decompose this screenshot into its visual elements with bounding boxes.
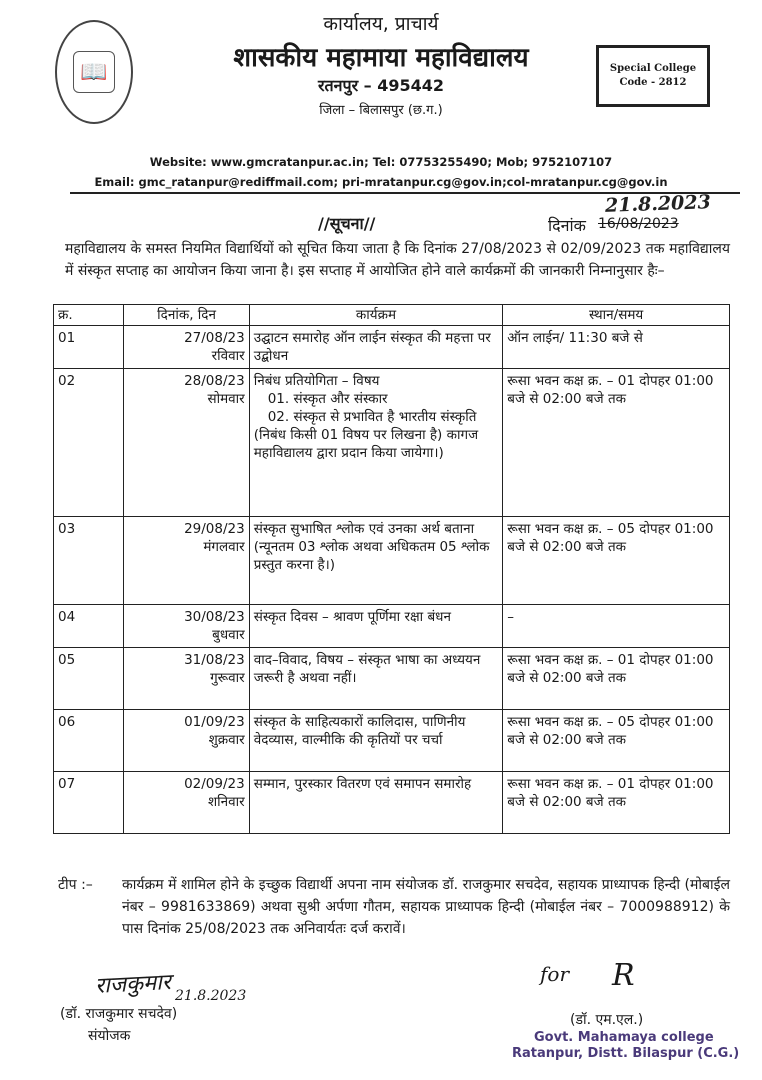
program-line: (न्यूनतम 03 श्लोक अथवा अधिकतम 05 श्लोक प्रस्तुत करना है।) (253, 539, 490, 573)
date-value: 30/08/23 (184, 609, 245, 625)
principal-signature: R (612, 958, 635, 993)
row-program (249, 369, 503, 517)
row-date (124, 326, 249, 369)
program-line: निबंध प्रतियोगिता – विषय (253, 373, 380, 389)
row-program: वाद–विवाद, विषय – संस्कृत भाषा का अध्ययन जरूरी है अथवा नहीं। (249, 648, 503, 710)
row-program (249, 517, 503, 605)
table-row (54, 648, 730, 710)
notice-title: //सूचना// (318, 214, 376, 233)
row-no: 04 (54, 605, 124, 648)
day-value: शुक्रवार (208, 732, 245, 748)
principal-name: (डॉ. एम.एल.) (570, 1012, 644, 1028)
college-stamp-line2: Ratanpur, Distt. Bilaspur (C.G.) (512, 1046, 740, 1061)
header-program: कार्यक्रम (249, 305, 503, 326)
note-section (58, 874, 730, 940)
row-program: सम्मान, पुरस्कार वितरण एवं समापन समारोह (249, 772, 503, 834)
row-venue: रूसा भवन कक्ष क्र. – 01 दोपहर 01:00 बजे से 02:00 बजे तक (503, 772, 730, 834)
table-row (54, 710, 730, 772)
day-value: रविवार (211, 348, 245, 364)
date-value: 31/08/23 (184, 652, 245, 668)
special-college-code: Code - 2812 (619, 77, 687, 88)
district-line: जिला – बिलासपुर (छ.ग.) (319, 103, 443, 118)
row-no: 05 (54, 648, 124, 710)
program-line: 01. संस्कृत और संस्कार (267, 391, 388, 407)
row-date (124, 369, 249, 517)
day-value: बुधवार (212, 627, 245, 643)
row-date (124, 710, 249, 772)
row-no: 01 (54, 326, 124, 369)
row-date (124, 517, 249, 605)
row-program: संस्कृत दिवस – श्रावण पूर्णिमा रक्षा बंधन (249, 605, 503, 648)
date-value: 01/09/23 (184, 714, 245, 730)
row-no: 07 (54, 772, 124, 834)
row-no: 06 (54, 710, 124, 772)
date-handwritten: 21.8.2023 (604, 191, 712, 217)
special-college-label: Special College (609, 63, 697, 74)
convener-signature: राजकुमार (94, 970, 172, 999)
row-venue: रूसा भवन कक्ष क्र. – 05 दोपहर 01:00 बजे से 02:00 बजे तक (503, 710, 730, 772)
date-struck: 16/08/2023 (598, 216, 679, 232)
table-row (54, 605, 730, 648)
header-no: क्र. (54, 305, 124, 326)
city-line: रतनपुर – 495442 (317, 76, 445, 95)
table-row (54, 517, 730, 605)
row-program: संस्कृत के साहित्यकारों कालिदास, पाणिनीय वेदव्यास, वाल्मीकि की कृतियों पर चर्चा (249, 710, 503, 772)
schedule-table (53, 304, 730, 834)
table-header-row (54, 305, 730, 326)
day-value: सोमवार (207, 391, 245, 407)
header-date: दिनांक, दिन (124, 305, 249, 326)
note-label: टीप :– (58, 877, 93, 893)
note-text: कार्यक्रम में शामिल होने के इच्छुक विद्यार्थी अपना नाम संयोजक डॉ. राजकुमार सचदेव, सहायक प्राध्यापक हिन्दी (मोबाईल नंबर – 9981633869) अथवा सुश्री अर्पणा गौतम, सहायक प्राध्यापक हिन्दी (मोबाईल नंबर – 7000988912) के पास दिनांक 25/08/2023 तक अनिवार्यतः दर्ज करावें। (122, 877, 730, 937)
table-row (54, 326, 730, 369)
row-date (124, 605, 249, 648)
day-value: मंगलवार (203, 539, 245, 555)
contact-line-website: Website: www.gmcratanpur.ac.in; Tel: 07753255490; Mob; 9752107107 (149, 155, 613, 169)
row-date (124, 648, 249, 710)
date-label: दिनांक (548, 216, 586, 235)
date-value: 28/08/23 (184, 373, 245, 389)
contact-line-email: Email: gmc_ratanpur@rediffmail.com; pri-mratanpur.cg@gov.in;col-mratanpur.cg@gov.in (94, 175, 668, 189)
row-venue: रूसा भवन कक्ष क्र. – 01 दोपहर 01:00 बजे से 02:00 बजे तक (503, 369, 730, 517)
convener-sign-date: 21.8.2023 (175, 988, 247, 1004)
convener-name: (डॉ. राजकुमार सचदेव) (60, 1006, 178, 1022)
table-row (54, 369, 730, 517)
principal-for-text: for (540, 962, 570, 986)
row-no: 02 (54, 369, 124, 517)
row-venue: ऑन लाईन/ 11:30 बजे से (503, 326, 730, 369)
header-venue: स्थान/समय (503, 305, 730, 326)
row-no: 03 (54, 517, 124, 605)
date-value: 02/09/23 (184, 776, 245, 792)
program-line: संस्कृत सुभाषित श्लोक एवं उनका अर्थ बताना (253, 521, 475, 537)
day-value: शनिवार (208, 794, 245, 810)
row-date (124, 772, 249, 834)
date-value: 29/08/23 (184, 521, 245, 537)
date-value: 27/08/23 (184, 330, 245, 346)
book-emblem-icon: 📖 (73, 51, 115, 93)
program-line: 02. संस्कृत से प्रभावित है भारतीय संस्कृति (267, 409, 477, 425)
table-row (54, 772, 730, 834)
day-value: गुरूवार (210, 670, 245, 686)
row-venue: रूसा भवन कक्ष क्र. – 01 दोपहर 01:00 बजे से 02:00 बजे तक (503, 648, 730, 710)
office-title: कार्यालय, प्राचार्य (323, 13, 439, 35)
row-venue: – (503, 605, 730, 648)
row-venue: रूसा भवन कक्ष क्र. – 05 दोपहर 01:00 बजे से 02:00 बजे तक (503, 517, 730, 605)
special-college-box (596, 45, 710, 107)
convener-role: संयोजक (88, 1028, 131, 1044)
notice-paragraph: महाविद्यालय के समस्त नियमित विद्यार्थियों को सूचित किया जाता है कि दिनांक 27/08/2023 से 02/09/2023 तक महाविद्यालय में संस्कृत सप्ताह का आयोजन किया जाना है। इस सप्ताह में आयोजित होने वाले कार्यक्रमों की जानकारी निम्नानुसार हैः– (65, 241, 730, 279)
row-program: उद्घाटन समारोह ऑन लाईन संस्कृत की महत्ता पर उद्बोधन (249, 326, 503, 369)
college-stamp-line1: Govt. Mahamaya college (534, 1030, 714, 1045)
program-line: (निबंध किसी 01 विषय पर लिखना है) कागज महाविद्यालय द्वारा प्रदान किया जायेगा।) (253, 427, 479, 461)
college-name: शासकीय महामाया महाविद्यालय (233, 43, 529, 73)
